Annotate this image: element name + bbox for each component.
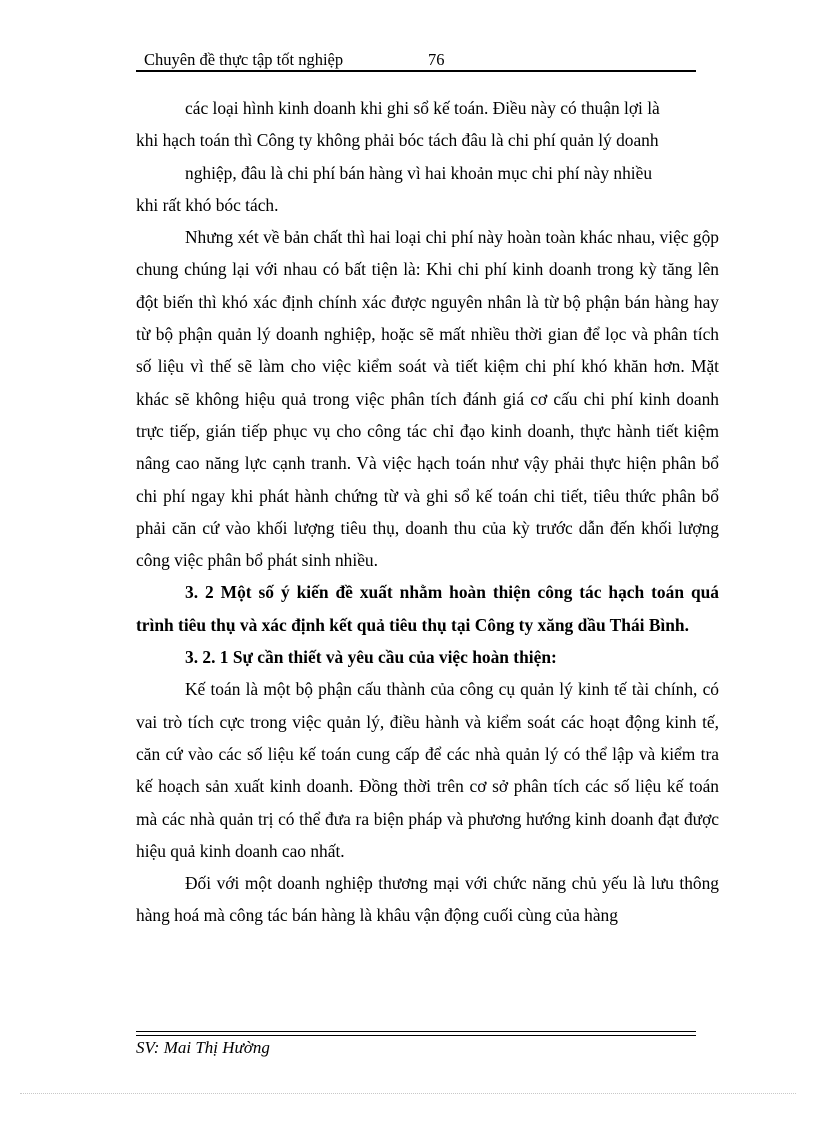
page-number: 76: [428, 50, 445, 69]
header-title: Chuyên đề thực tập tốt nghiệp: [144, 50, 344, 69]
footer-divider: [136, 1031, 696, 1036]
subsection-heading: 3. 2. 1 Sự cần thiết và yêu cầu của việc hoàn thiện:: [185, 647, 557, 668]
paragraph: Nhưng xét về bản chất thì hai loại chi phí này hoàn toàn khác nhau, việc gộp chung chúng lại với nhau có bất tiện là: Khi chi phí kinh doanh trong kỳ tăng lên đột biến thì khó xác định chính xác được nguyên nhân là từ bộ phận bán hàng hay từ bộ phận quản lý doanh nghiệp, hoặc sẽ mất nhiều thời gian để lọc và phân tích số liệu vì thế sẽ làm cho việc kiểm soát và tiết kiệm chi phí khó khăn hơn. Mặt khác sẽ không hiệu quả trong việc phân tích đánh giá cơ cấu chi phí kinh doanh trực tiếp, gián tiếp phục vụ cho công tác chỉ đạo kinh doanh, thực hành tiết kiệm nâng cao năng lực cạnh tranh. Và việc hạch toán như vậy phải thực hiện phân bổ chi phí ngay khi phát hành chứng từ và ghi sổ kế toán chi tiết, tiêu thức phân bổ phải căn cứ vào khối lượng tiêu thụ, doanh thu của kỳ trước dẫn đến khối lượng công việc phân bổ phát sinh nhiều.: [136, 227, 719, 571]
paragraph-line: nghiệp, đâu là chi phí bán hàng vì hai khoản mục chi phí này nhiều: [185, 162, 653, 183]
document-body: [136, 92, 719, 932]
paragraph: Đối với một doanh nghiệp thương mại với chức năng chủ yếu là lưu thông hàng hoá mà công tác bán hàng là khâu vận động cuối cùng của hàng: [136, 873, 719, 926]
page-edge: [20, 1093, 796, 1094]
footer-author: SV: Mai Thị Hường: [136, 1038, 270, 1057]
page-header: [136, 48, 696, 72]
paragraph-line: các loại hình kinh doanh khi ghi sổ kế toán. Điều này có thuận lợi là: [185, 98, 660, 118]
section-heading: 3. 2 Một số ý kiến đề xuất nhằm hoàn thiện công tác hạch toán quá trình tiêu thụ và xác định kết quả tiêu thụ tại Công ty xăng dầu Thái Bình.: [136, 582, 719, 635]
paragraph: Kế toán là một bộ phận cấu thành của công cụ quản lý kinh tế tài chính, có vai trò tích cực trong việc quản lý, điều hành và kiểm soát các hoạt động kinh tế, căn cứ vào các số liệu kế toán cung cấp để các nhà quản lý có thể lập và kiểm tra kế hoạch sản xuất kinh doanh. Đồng thời trên cơ sở phân tích các số liệu kế toán mà các nhà quản trị có thể đưa ra biện pháp và phương hướng kinh doanh đạt được hiệu quả kinh doanh cao nhất.: [136, 679, 719, 861]
paragraph-line: khi hạch toán thì Công ty không phải bóc tách đâu là chi phí quản lý doanh: [136, 130, 659, 151]
paragraph-line: khi rất khó bóc tách.: [136, 194, 279, 215]
